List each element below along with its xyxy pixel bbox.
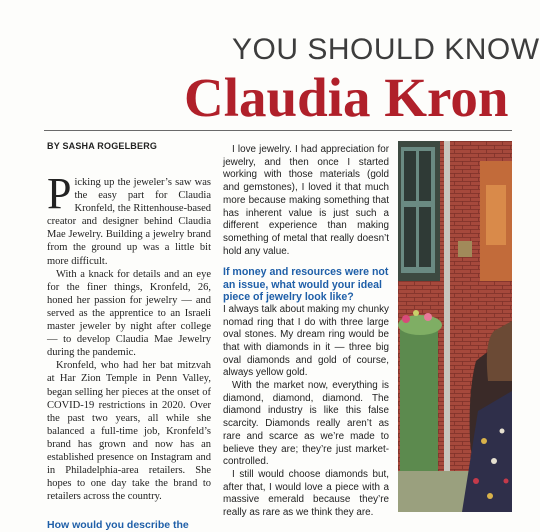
kicker-title: YOU SHOULD KNOW (232, 33, 540, 66)
question-heading: If money and resources were not an issue, what would your ideal piece of jewelry look like? (223, 266, 389, 304)
headline: Claudia Kron (184, 67, 509, 128)
lead-paragraph: Picking up the jeweler’s saw was the easy part for Claudia Kronfeld, the Rittenhouse-based creator and designer behind Claudia Mae Jewelry. Building a jewelry brand from the ground up was a little bit more difficult. (47, 169, 211, 267)
body-paragraph: With a knack for details and an eye for the finer things, Kronfeld, 26, honed her passion for jewelry — and served as the apprentice to an Israeli master jeweler by night after college — to develop Claudia Mae Jewelry during the pandemic. (47, 268, 211, 359)
article-column-2 (223, 144, 389, 520)
drop-cap: P (47, 169, 72, 218)
question-heading: How would you describe the (47, 519, 189, 532)
article-column-1 (47, 169, 211, 532)
body-paragraph: I love jewelry. I had appreciation for jewelry, and then once I started working with those materials (gold and gemstones), I loved it that much more because making something that has inherent value is just such a different experience than making something of metal that really doesn’t hold any value. (223, 144, 389, 257)
portrait-photo (398, 141, 512, 512)
header-rule (44, 130, 512, 131)
body-paragraph: With the market now, everything is diamond, diamond, diamond. The diamond industry is like this false scarcity. Diamonds really aren’t as rare and scarce as we’re made to believe they are; they’re just market-controlled. (223, 380, 389, 468)
body-paragraph: Kronfeld, who had her bat mitzvah at Har Zion Temple in Penn Valley, began selling her pieces at the onset of COVID-19 restrictions in 2020. Over the past two years, all while she balanced a full-time job, Kronfeld’s brand has grown and now has an established presence on Instagram and in Philadelphia-area retailers. She hopes to one day take the brand to retailers across the country. (47, 360, 211, 503)
body-paragraph: I still would choose diamonds but, after that, I would love a piece with a massive emerald because they’re really as rare as we think they are. (223, 468, 389, 519)
body-paragraph: I always talk about making my chunky nomad ring that I do with three large oval stones. My dream ring would be that with diamonds in it — three big oval diamonds and gold of course, always yellow gold. (223, 303, 389, 379)
byline: BY SASHA ROGELBERG (47, 141, 158, 151)
